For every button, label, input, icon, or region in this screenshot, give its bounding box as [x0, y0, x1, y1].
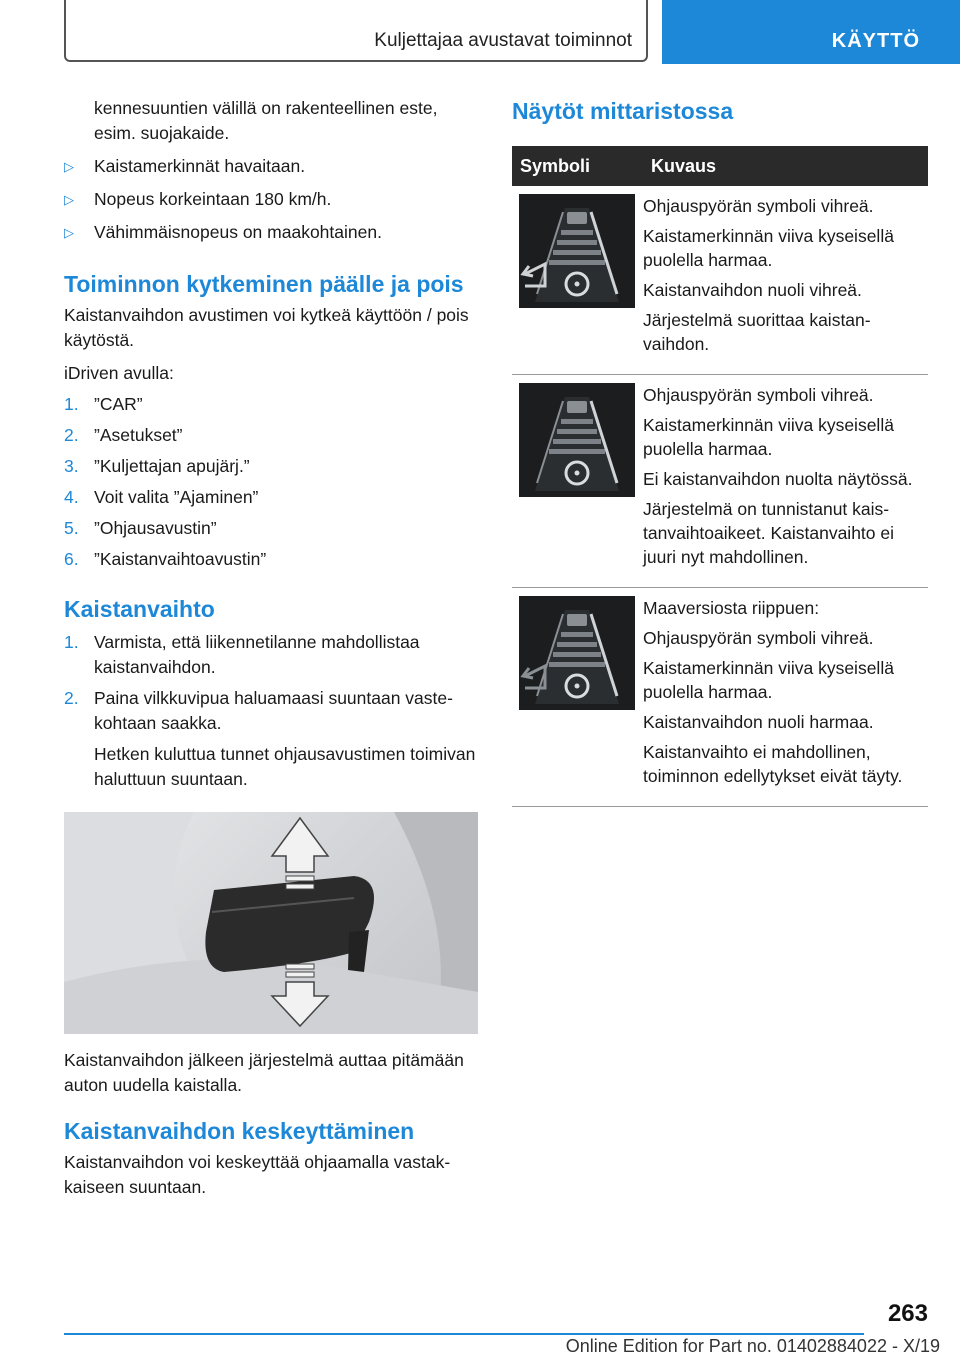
step-list [64, 392, 478, 572]
symbol-cell [512, 186, 643, 375]
list-item [64, 686, 478, 736]
description-line: Kaistanvaihdon nuoli harmaa. [643, 712, 874, 732]
symbol-table [512, 146, 928, 807]
toggle-description: Kaistanvaihdon avustimen voi kytkeä käyttöön / pois käytöstä. [64, 305, 469, 350]
header-chapter-title: KÄYTTÖ [831, 30, 920, 52]
section-heading-displays: Näytöt mittaristossa [512, 98, 734, 124]
bullet-text: Vähimmäisnopeus on maakohtainen. [94, 222, 382, 242]
description-line: Ei kaistanvaihdon nuolta näytössä. [643, 469, 913, 489]
bullet-item [64, 220, 478, 245]
description-cell [643, 375, 928, 588]
description-line: Maaversiosta riippuen: [643, 598, 820, 618]
step-text: ”CAR” [94, 394, 143, 414]
description-line: Järjestelmä suorittaa kaistanvaihdon. [643, 310, 871, 354]
column-header-description: Kuvaus [643, 146, 928, 186]
header-section-tab [64, 0, 648, 62]
list-item [64, 392, 478, 417]
triangle-bullet-icon: ▷ [64, 225, 74, 240]
step-note: Hetken kuluttua tunnet ohjausavustimen toimivan haluttuun suuntaan. [94, 744, 476, 789]
description-line: Ohjauspyörän symboli vihreä. [643, 628, 874, 648]
step-text: Paina vilkkuvipua haluamaasi suuntaan vastekohtaan saakka. [94, 688, 453, 733]
step-number: 5. [64, 518, 79, 538]
step-text: ”Ohjausavustin” [94, 518, 217, 538]
step-text: ”Asetukset” [94, 425, 183, 445]
description-line: Järjestelmä on tunnistanut kaistanvaihtoaikeet. Kaistanvaihto ei juuri nyt mahdollinen. [643, 499, 894, 567]
intro-text: kennesuuntien välillä on rakenteellinen este, esim. suojakaide. [94, 98, 438, 143]
list-item [64, 516, 478, 541]
table-row [512, 375, 928, 588]
header-chapter-tab[interactable] [662, 0, 960, 64]
step-number: 3. [64, 456, 79, 476]
after-lane-change-text: Kaistanvaihdon jälkeen järjestelmä auttaa pitämään auton uudella kaistalla. [64, 1050, 464, 1095]
turn-signal-lever-image [64, 812, 478, 1034]
footer-divider [64, 1333, 864, 1335]
step-text: ”Kaistanvaihtoavustin” [94, 549, 267, 569]
table-row [512, 186, 928, 375]
left-column [64, 96, 478, 1200]
bullet-item [64, 154, 478, 179]
step-number: 1. [64, 632, 79, 652]
symbol-cell [512, 375, 643, 588]
bullet-text: Nopeus korkeintaan 180 km/h. [94, 189, 332, 209]
description-cell [643, 588, 928, 807]
bullet-text: Kaistamerkinnät havaitaan. [94, 156, 306, 176]
description-line: Kaistanvaihdon nuoli vihreä. [643, 280, 862, 300]
page-number: 263 [887, 1300, 928, 1327]
bullet-item [64, 187, 478, 212]
symbol-cell [512, 588, 643, 807]
description-line: Kaistamerkinnän viiva kyseisellä puolella harmaa. [643, 415, 894, 459]
description-line: Ohjauspyörän symboli vihreä. [643, 196, 874, 216]
description-line: Kaistamerkinnän viiva kyseisellä puolella harmaa. [643, 658, 894, 702]
list-item [64, 423, 478, 448]
header-section-title: Kuljettajaa avustavat toiminnot [374, 30, 632, 51]
triangle-bullet-icon: ▷ [64, 192, 74, 207]
section-heading-toggle: Toiminnon kytkeminen päälle ja pois [64, 271, 464, 297]
description-line: Kaistamerkinnän viiva kyseisellä puolella harmaa. [643, 226, 894, 270]
section-heading-cancel: Kaistanvaihdon keskeyttäminen [64, 1118, 415, 1144]
step-text: ”Kuljettajan apujärj.” [94, 456, 250, 476]
step-text: Varmista, että liikennetilanne mahdollistaa kaistanvaihdon. [94, 632, 420, 677]
list-item [64, 485, 478, 510]
section-heading-lane-change: Kaistanvaihto [64, 596, 215, 622]
list-item [64, 547, 478, 572]
idrive-intro: iDriven avulla: [64, 363, 174, 383]
step-text: Voit valita ”Ajaminen” [94, 487, 259, 507]
cancel-description: Kaistanvaihdon voi keskeyttää ohjaamalla vastakkaiseen suuntaan. [64, 1152, 451, 1197]
column-header-symbol: Symboli [512, 146, 643, 186]
list-item [64, 454, 478, 479]
lane-change-unavailable-icon [519, 596, 635, 710]
table-row [512, 588, 928, 807]
footer-edition: Online Edition for Part no. 01402884022 - X/19 [565, 1336, 940, 1356]
step-number: 6. [64, 549, 79, 569]
right-column [512, 96, 928, 807]
step-number: 4. [64, 487, 79, 507]
description-cell [643, 186, 928, 375]
list-item [64, 630, 478, 680]
lane-change-ready-icon [519, 383, 635, 497]
description-line: Kaistanvaihto ei mahdollinen, toiminnon edellytykset eivät täyty. [643, 742, 903, 786]
triangle-bullet-icon: ▷ [64, 159, 74, 174]
step-number: 1. [64, 394, 79, 414]
lane-change-active-icon [519, 194, 635, 308]
description-line: Ohjauspyörän symboli vihreä. [643, 385, 874, 405]
step-number: 2. [64, 425, 79, 445]
table-header-row [512, 146, 928, 186]
step-number: 2. [64, 688, 79, 708]
